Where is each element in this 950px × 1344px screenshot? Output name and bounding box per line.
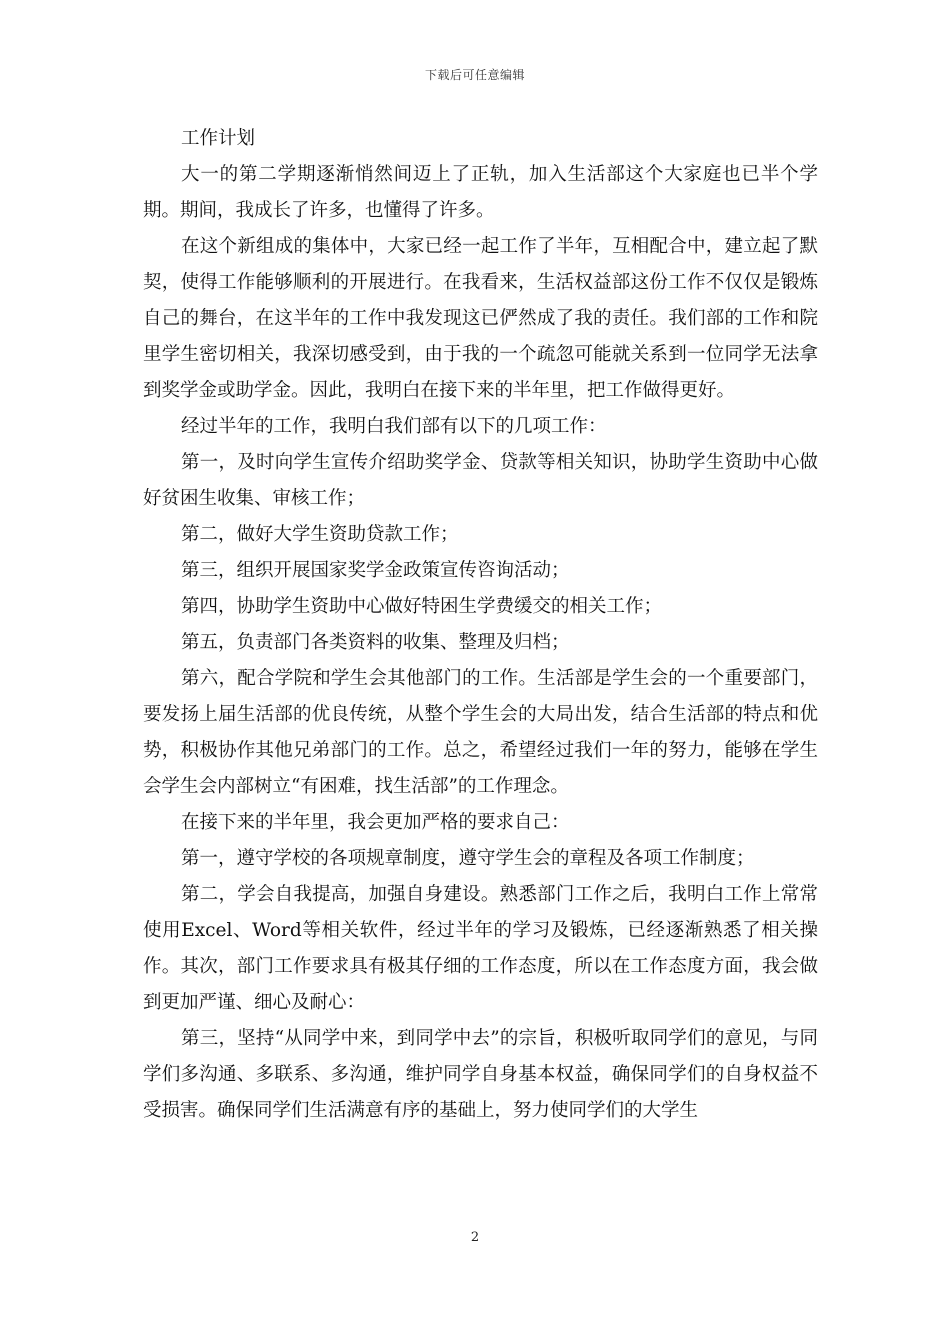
list-item-paragraph: 第三，坚持“从同学中来，到同学中去”的宗旨，积极听取同学们的意见，与同学们多沟通、多联系、多沟通，维护同学自身基本权益，确保同学们的自身权益不受损害。确保同学们生活满意有序的基础上，努力使同学们的大学生 bbox=[143, 1028, 818, 1121]
paragraph: 经过半年的工作，我明白我们部有以下的几项工作： bbox=[181, 416, 607, 437]
paragraph: 在接下来的半年里，我会更加严格的要求自己： bbox=[181, 812, 570, 833]
document-body bbox=[143, 121, 818, 1129]
list-item-paragraph: 第一，遵守学校的各项规章制度，遵守学生会的章程及各项工作制度； bbox=[181, 848, 755, 869]
list-item-paragraph: 第一，及时向学生宣传介绍助奖学金、贷款等相关知识，协助学生资助中心做好贫困生收集、审核工作； bbox=[143, 452, 818, 509]
paragraph: 大一的第二学期逐渐悄然间迈上了正轨，加入生活部这个大家庭也已半个学期。期间，我成长了许多，也懂得了许多。 bbox=[143, 164, 818, 221]
list-item-paragraph: 第六，配合学院和学生会其他部门的工作。生活部是学生会的一个重要部门，要发扬上届生活部的优良传统，从整个学生会的大局出发，结合生活部的特点和优势，积极协作其他兄弟部门的工作。总之，希望经过我们一年的努力，能够在学生会学生会内部树立“有困难，找生活部”的工作理念。 bbox=[143, 668, 818, 797]
list-item-paragraph: 第五，负责部门各类资料的收集、整理及归档； bbox=[181, 632, 570, 653]
list-item-paragraph: 第四，协助学生资助中心做好特困生学费缓交的相关工作； bbox=[181, 596, 663, 617]
paragraph: 在这个新组成的集体中，大家已经一起工作了半年，互相配合中，建立起了默契，使得工作能够顺利的开展进行。在我看来，生活权益部这份工作不仅仅是锻炼自己的舞台，在这半年的工作中我发现这已俨然成了我的责任。我们部的工作和院里学生密切相关，我深切感受到，由于我的一个疏忽可能就关系到一位同学无法拿到奖学金或助学金。因此，我明白在接下来的半年里，把工作做得更好。 bbox=[143, 236, 818, 401]
page-header: 下载后可任意编辑 bbox=[424, 68, 525, 82]
document-title: 工作计划 bbox=[181, 128, 256, 149]
list-item-paragraph: 第三，组织开展国家奖学金政策宣传咨询活动； bbox=[181, 560, 570, 581]
list-item-paragraph: 第二，学会自我提高，加强自身建设。熟悉部门工作之后，我明白工作上常常使用Excel、Word等相关软件，经过半年的学习及锻炼，已经逐渐熟悉了相关操作。其次，部门工作要求具有极其仔细的工作态度，所以在工作态度方面，我会做到更加严谨、细心及耐心： bbox=[143, 884, 818, 1013]
page-number: 2 bbox=[470, 1230, 480, 1245]
list-item-paragraph: 第二，做好大学生资助贷款工作； bbox=[181, 524, 459, 545]
